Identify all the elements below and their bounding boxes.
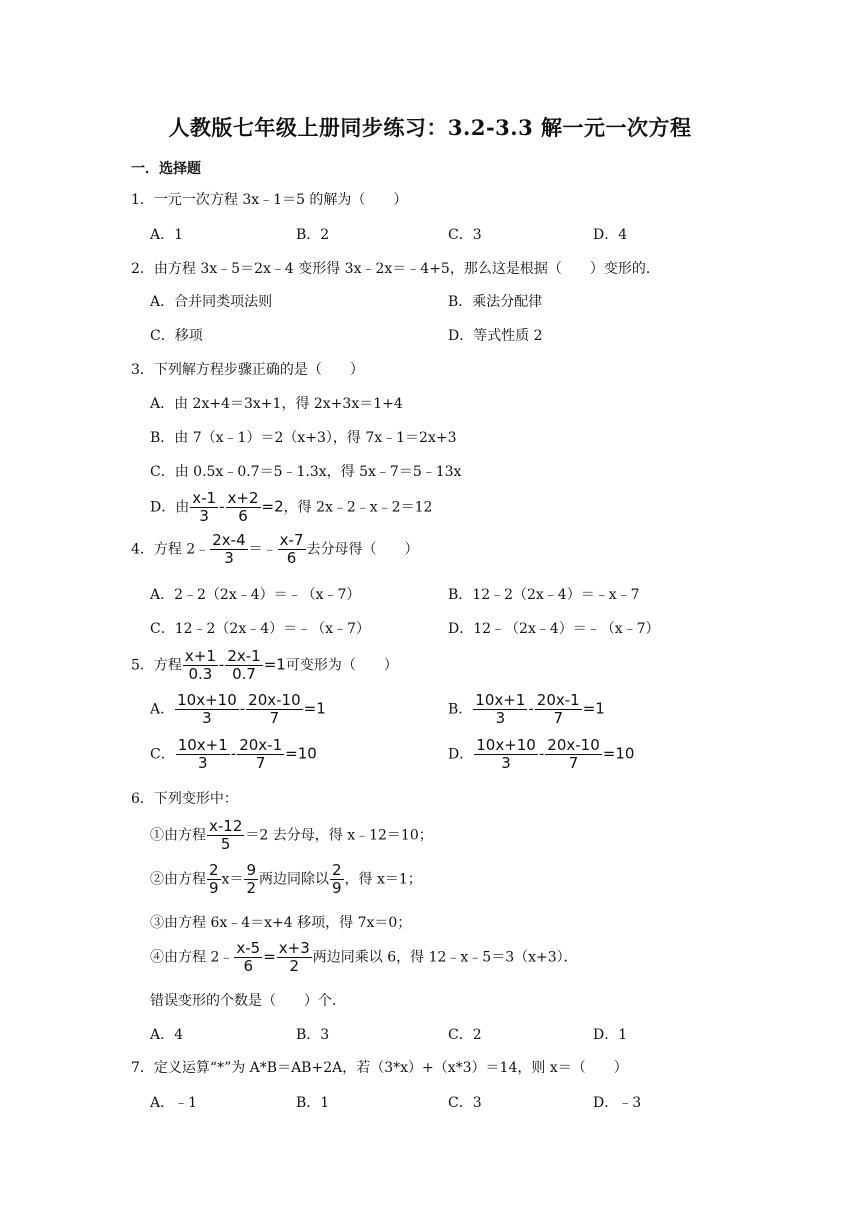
section-heading: 一．选择题 bbox=[131, 161, 201, 177]
fraction: $\frac{x+3}{2}$ bbox=[278, 939, 310, 975]
question-1-stem: 1．一元一次方程 3x﹣1＝5 的解为（ ） bbox=[131, 192, 408, 208]
q6-item-1: ①由方程 $\frac{x-12}{5}$ ＝2 去分母，得 x﹣12＝10； bbox=[150, 817, 433, 853]
q6-option-a: A．4 bbox=[150, 1027, 184, 1043]
fraction: $\frac{x-7}{6}$ bbox=[279, 531, 304, 567]
q4-option-c: C．12﹣2（2x﹣4）＝﹣（x﹣7） bbox=[150, 621, 370, 637]
fraction: $\frac{9}{2}$ bbox=[246, 861, 256, 897]
q5-option-a: A． $\frac{10x+10}{3}$ - $\frac{20x-10}{7}$ =1 bbox=[150, 691, 326, 727]
fraction: $\frac{x-12}{5}$ bbox=[209, 817, 243, 853]
fraction: $\frac{20x-1}{7}$ bbox=[239, 736, 283, 772]
q3-d-prefix: D．由 bbox=[150, 499, 190, 516]
fraction: $\frac{10x+10}{3}$ bbox=[476, 736, 536, 772]
q6-item-4: ④由方程 2﹣ $\frac{x-5}{6}$ = $\frac{x+3}{2}$ 两边同乘以 6，得 12﹣x﹣5＝3（x+3）． bbox=[150, 939, 578, 975]
q5-option-c: C． $\frac{10x+1}{3}$ - $\frac{20x-1}{7}$ =10 bbox=[150, 736, 317, 772]
q7-option-b: B．1 bbox=[296, 1095, 330, 1111]
q7-option-d: D．﹣3 bbox=[593, 1095, 642, 1111]
question-7-stem: 7．定义运算“*”为 A*B＝AB+2A，若（3*x）+（x*3）＝14，则 x＝（ ） bbox=[131, 1060, 628, 1076]
q6-option-b: B．3 bbox=[296, 1027, 330, 1043]
q1-option-c: C．3 bbox=[448, 227, 482, 243]
q3-option-b: B．由 7（x﹣1）＝2（x+3），得 7x﹣1＝2x+3 bbox=[150, 430, 457, 446]
fraction: $\frac{20x-10}{7}$ bbox=[248, 691, 301, 727]
fraction: $\frac{2}{9}$ bbox=[209, 861, 219, 897]
fraction: $\frac{2x-4}{3}$ bbox=[212, 531, 246, 567]
q4-option-d: D．12﹣（2x﹣4）＝﹣（x﹣7） bbox=[448, 621, 660, 637]
fraction: $\frac{2}{9}$ bbox=[332, 861, 342, 897]
fraction: $\frac{20x-10}{7}$ bbox=[547, 736, 600, 772]
q1-option-b: B．2 bbox=[296, 227, 330, 243]
q1-option-a: A．1 bbox=[150, 227, 184, 243]
q7-option-a: A．﹣1 bbox=[150, 1095, 198, 1111]
question-3-stem: 3．下列解方程步骤正确的是（ ） bbox=[131, 362, 364, 378]
fraction: $\frac{10x+1}{3}$ bbox=[475, 691, 526, 727]
fraction: $\frac{x-1}{3}$ bbox=[192, 489, 217, 525]
q6-count-question: 错误变形的个数是（ ）个． bbox=[150, 993, 346, 1009]
question-5-stem: 5．方程 $\frac{x+1}{0.3}$ - $\frac{2x-1}{0.7}$ =1可变形为（ ） bbox=[131, 647, 398, 683]
fraction: $\frac{10x+1}{3}$ bbox=[177, 736, 228, 772]
q4-option-a: A．2﹣2（2x﹣4）＝﹣（x﹣7） bbox=[150, 587, 361, 603]
q6-option-c: C．2 bbox=[448, 1027, 482, 1043]
fraction: $\frac{x-5}{6}$ bbox=[236, 939, 261, 975]
q3-option-a: A．由 2x+4＝3x+1，得 2x+3x＝1+4 bbox=[150, 396, 403, 412]
q7-option-c: C．3 bbox=[448, 1095, 482, 1111]
q4-option-b: B．12﹣2（2x﹣4）＝﹣x﹣7 bbox=[448, 587, 640, 603]
fraction: $\frac{x+2}{6}$ bbox=[227, 489, 259, 525]
q2-option-c: C．移项 bbox=[150, 328, 203, 344]
q6-item-3: ③由方程 6x﹣4＝x+4 移项，得 7x＝0； bbox=[150, 915, 412, 931]
q6-option-d: D．1 bbox=[593, 1027, 628, 1043]
fraction: $\frac{20x-1}{7}$ bbox=[536, 691, 580, 727]
q2-option-b: B．乘法分配律 bbox=[448, 294, 543, 310]
question-4-stem: 4．方程 2﹣ $\frac{2x-4}{3}$ ＝﹣ $\frac{x-7}{6}$ 去分母得（ ） bbox=[131, 531, 419, 567]
fraction: $\frac{x+1}{0.3}$ bbox=[184, 647, 216, 683]
q3-option-c: C．由 0.5x﹣0.7＝5﹣1.3x，得 5x﹣7＝5﹣13x bbox=[150, 464, 462, 480]
fraction: $\frac{10x+10}{3}$ bbox=[177, 691, 237, 727]
page-title: 人教版七年级上册同步练习：3.2-3.3 解一元一次方程 bbox=[168, 115, 692, 140]
q5-option-d: D． $\frac{10x+10}{3}$ - $\frac{20x-10}{7}$ =10 bbox=[448, 736, 635, 772]
q1-option-d: D．4 bbox=[593, 227, 628, 243]
question-2-stem: 2．由方程 3x﹣5＝2x﹣4 变形得 3x﹣2x＝﹣4+5，那么这是根据（ ）变形的． bbox=[131, 261, 660, 277]
fraction: $\frac{2x-1}{0.7}$ bbox=[227, 647, 261, 683]
q6-item-2: ②由方程 $\frac{2}{9}$ x＝ $\frac{9}{2}$ 两边同除以 $\frac{2}{9}$ ，得 x＝1； bbox=[150, 861, 422, 897]
q5-option-b: B． $\frac{10x+1}{3}$ - $\frac{20x-1}{7}$ =1 bbox=[448, 691, 605, 727]
q2-option-a: A．合并同类项法则 bbox=[150, 294, 273, 310]
q2-option-d: D．等式性质 2 bbox=[448, 328, 543, 344]
question-6-stem: 6．下列变形中： bbox=[131, 791, 238, 807]
q3-option-d: D．由 $\frac{x-1}{3}$ - $\frac{x+2}{6}$ =2，得 2x﹣2﹣x﹣2＝12 bbox=[150, 489, 433, 525]
